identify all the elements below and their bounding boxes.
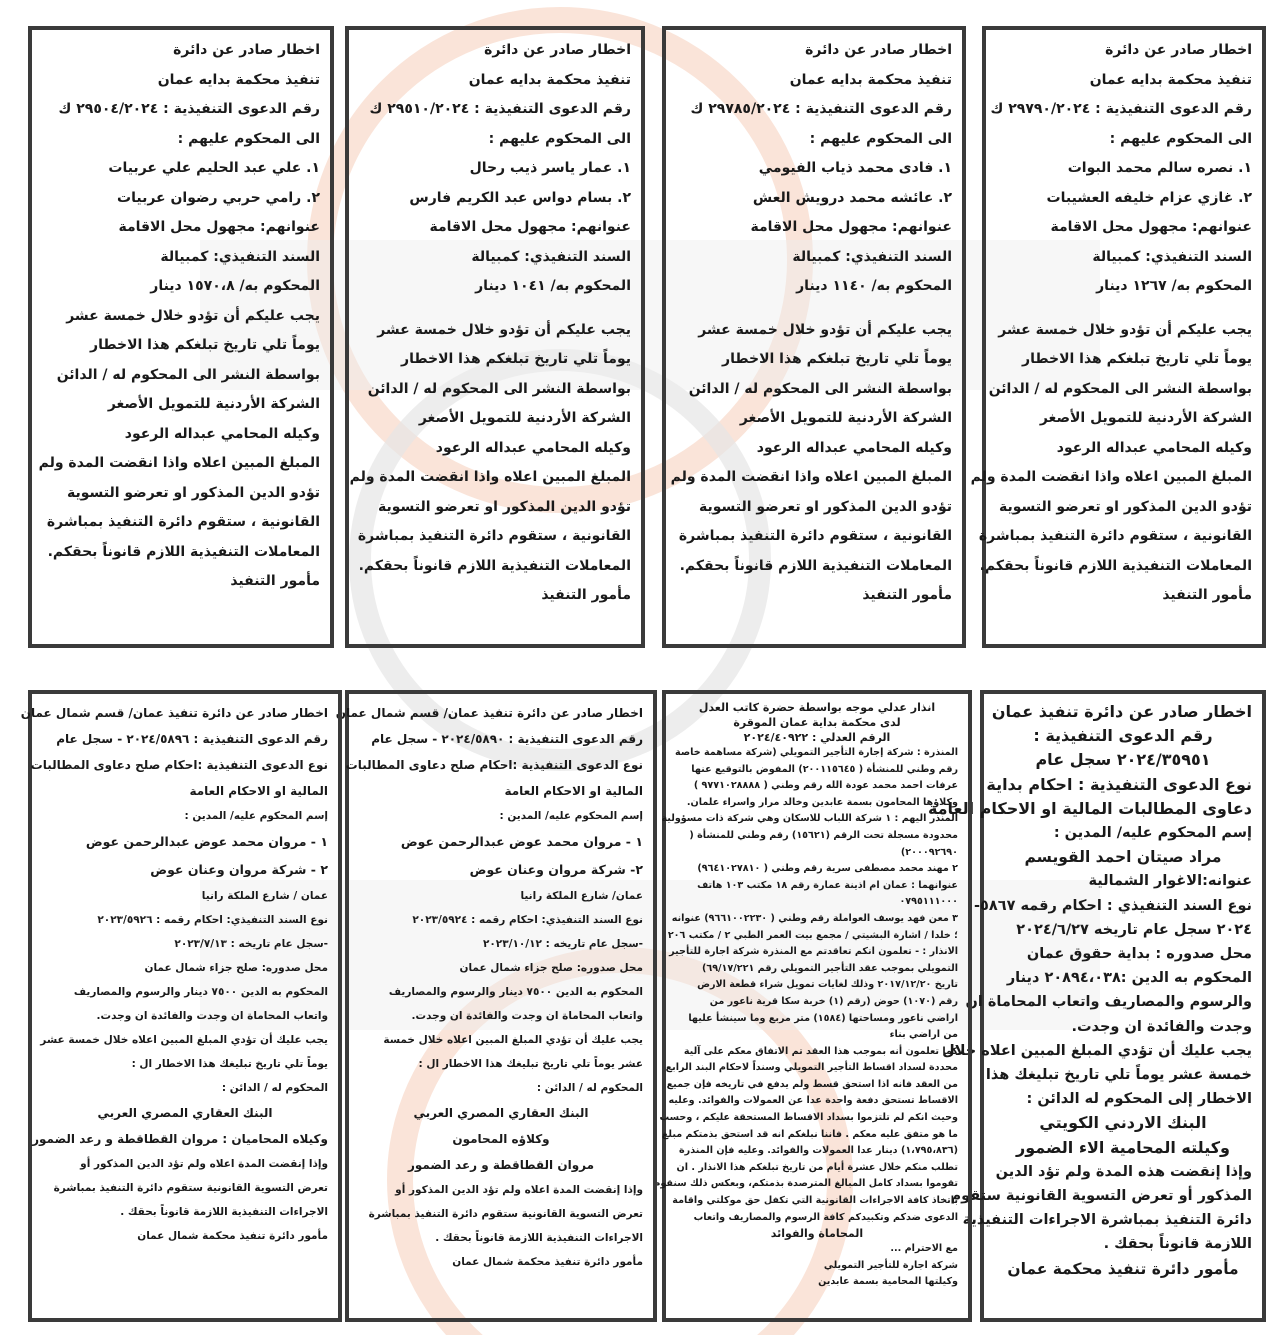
notice-line: وكيله المحامي عبداله الرعود (1056, 439, 1252, 456)
notice-line: محل صدوره: صلح جزاء شمال عمان (144, 962, 328, 974)
notice-line: ٢. عائشه محمد درويش العش (752, 189, 952, 206)
notice-line: الانذار : - تعلمون انكم تعاقدتم مع المنذرة شركة اجارة للتأجير (669, 946, 958, 958)
notice-line: ٢- شركة مروان وعنان عوض (469, 862, 643, 877)
notice-line: ما هو متفق عليه معكم . فاننا نبلغكم انه قد استحق بذمتكم مبلغ (661, 1128, 958, 1140)
notice-legal-warning-40922 (653, 690, 972, 1322)
notice-line: السند التنفيذي: كمبيالة (792, 248, 952, 265)
notice-line: عشر يوماً تلي تاريخ تبليغك هذا الاخطار ال : (418, 1058, 643, 1070)
notice-line: والرسوم والمصاريف واتعاب المحاماة ان (965, 994, 1252, 1011)
notice-execution-29785 (662, 26, 966, 648)
notice-line: ١. عمار ياسر ذيب رحال (469, 160, 631, 176)
notice-line: الشركة الأردنية للتمويل الأصغر (739, 410, 952, 426)
notice-line: عنوانهم: مجهول محل الاقامة (429, 219, 631, 235)
notice-line: إسم المحكوم عليه/ المدين : (184, 810, 328, 822)
notice-line: المحكوم له / الدائن : (536, 1082, 643, 1094)
notice-line: اخطار صادر عن دائرة (173, 42, 320, 58)
notice-line: وإذا إنقضت المدة اعلاه ولم تؤد الدين المذكور أو (80, 1158, 328, 1170)
notice-line: البنك العقاري المصري العربي (97, 1106, 273, 1120)
notice-line: بواسطة النشر الى المحكوم له / الدائن (367, 380, 631, 397)
notice-line: الشركة الأردنية للتمويل الأصغر (107, 396, 320, 412)
notice-line: ٢ - شركة مروان وعنان عوض (150, 862, 328, 877)
notice-line: دعاوى المطالبات المالية او الاحكام العامة (927, 798, 1252, 818)
notice-line: الشركة الأردنية للتمويل الأصغر (1039, 410, 1252, 426)
notice-line: ٢. رامي حربي رضوان عربيات (117, 189, 320, 206)
notice-line: الاقساط تستحق دفعة واحدة عدا عن العمولات والفوائد. وعليه (668, 1095, 958, 1107)
notice-line: الى المحكوم عليهم : (177, 130, 320, 147)
notice-line: المعاملات التنفيذية اللازم قانوناً بحقكم. (358, 557, 631, 574)
notice-line: خمسة عشر يوماً تلي تاريخ تبليغك هذا (985, 1067, 1252, 1084)
notice-line: دائرة التنفيذ بمباشرة الاجراءات التنفيذية (962, 1212, 1252, 1229)
notice-line: القانونية ، ستقوم دائرة التنفيذ بمباشرة (978, 528, 1252, 544)
notice-line: بواسطة النشر الى المحكوم له / الدائن (988, 380, 1252, 397)
notice-line: ؛ خلدا / اشارة البشيتي / مجمع بيت العمر الطبي ٢ / مكتب ٢٠٦ (667, 929, 958, 941)
notice-line: يجب عليك أن تؤدي المبلغ المبين اعلاه خلال خمسة عشر (40, 1034, 328, 1046)
notice-line: تاريخ ٢٠١٧/١٢/٢٠ وذلك لغايات تمويل شراء قطعة الارض (697, 979, 958, 991)
notice-line: المحاماة والفوائد (770, 1227, 864, 1241)
notice-line: تنفيذ محكمة بدايه عمان (789, 71, 952, 88)
notice-line: تعرض التسوية القانونية ستقوم دائرة التنفيذ بمباشرة (368, 1208, 643, 1220)
notice-line: ١ - مروان محمد عوض عبدالرحمن عوض (85, 834, 328, 849)
notice-line: تنفيذ محكمة بدايه عمان (157, 71, 320, 88)
notice-line: ٢. غازي عزام خليفه العشيبات (1046, 189, 1252, 206)
notice-line: اخطار صادر عن دائرة (484, 42, 631, 58)
notice-line: وكلاؤها المحامون بسمة عابدين وخالد مرار واسراء علمان. (686, 796, 958, 808)
notice-line: رقم الدعوى التنفيذية : ٢٩٧٩٠/٢٠٢٤ ك (990, 101, 1252, 117)
notice-line: ١ - مروان محمد عوض عبدالرحمن عوض (400, 834, 643, 849)
notice-line: شركة اجارة للتأجير التمويلي (823, 1259, 958, 1271)
notice-line: المحكوم به/ ١١٤٠ دينار (796, 278, 952, 294)
notice-line: تقوموا بسداد كامل المبالغ المترصدة بذمتكم، وبعكس ذلك سنقوم (653, 1178, 958, 1190)
notice-line: -سجل عام تاريخه : ٢٠٢٣/٧/١٣ (174, 938, 328, 950)
notice-line: رقم الدعوى التنفيذية : ٢٠٢٤/٥٨٩٠ - سجل عام (371, 732, 643, 746)
notice-line: ٢٠٢٤ سجل عام تاريخه ٢٠٢٤/٦/٢٧ (1016, 921, 1252, 938)
notice-line: ٠٧٩٥١١١٠٠٠ (899, 896, 958, 908)
notice-line: عنوانهم: مجهول محل الاقامة (118, 219, 320, 235)
notice-line: من اراضي بناء (889, 1029, 958, 1041)
notice-line: واتعاب المحاماة ان وجدت والفائدة ان وجدت. (411, 1010, 643, 1022)
notice-line: رقم الدعوى التنفيذية : ٢٩٥١٠/٢٠٢٤ ك (369, 101, 631, 117)
notice-line: عنوانهم: مجهول محل الاقامة (750, 219, 952, 235)
notice-line: عنوانه:الاغوار الشمالية (1088, 873, 1252, 890)
notice-line: وكيلتها المحامية بسمة عابدين (818, 1276, 958, 1288)
notice-line: المبلغ المبين اعلاه واذا انقضت المدة ولم (670, 469, 952, 485)
notice-line: مأمور التنفيذ (1162, 587, 1252, 603)
notice-line: بواسطة النشر الى المحكوم له / الدائن (688, 380, 952, 397)
notice-line: يجب عليكم أن تؤدو خلال خمسة عشر (998, 321, 1252, 338)
notice-line: (١،٧٩٥،٨٣٦) دينار عدا العمولات والفوائد. وعليه فإن المنذرة (679, 1145, 958, 1157)
notice-line: المحكوم به الدين :٢٠٨٩٤،٠٣٨ دينار (1006, 970, 1252, 987)
notice-line: مروان القطاقطة و رعد الضمور (407, 1158, 595, 1172)
notice-line: المبلغ المبين اعلاه واذا انقضت المدة ولم (349, 469, 631, 485)
notice-line: البنك الاردني الكويتي (1039, 1113, 1207, 1133)
notice-line: لدى محكمة بداية عمان الموقرة (733, 716, 901, 729)
notice-execution-29504 (28, 26, 334, 648)
notice-line: وكيله المحامي عبداله الرعود (435, 439, 631, 456)
notice-line: مأمور دائرة تنفيذ محكمة شمال عمان (137, 1230, 328, 1242)
notice-line: اخطار صادر عن دائرة تنفيذ عمان (991, 702, 1252, 721)
notice-line: القانونية ، ستقوم دائرة التنفيذ بمباشرة (357, 528, 631, 544)
notice-line: باتخاذ كافة الاجراءات القانونية التي تكفل حق موكلتي واقامة (672, 1195, 958, 1207)
notice-line: المنذر اليهم : ١ شركة اللباب للاسكان وهي شركة ذات مسؤولية (661, 813, 958, 825)
notice-line: المحكوم له / الدائن : (221, 1082, 328, 1094)
notice-line: عمان / شارع الملكة رانيا (201, 890, 328, 902)
notice-line: وكلاؤه المحامون (452, 1132, 550, 1146)
notice-line: وكيلته المحامية الاء الضمور (1016, 1137, 1230, 1157)
notice-line: تؤدو الدين المذكور او تعرضو التسوية (698, 498, 952, 515)
notice-line: المحكوم به/ ١٥٧٠،٨ دينار (150, 278, 320, 294)
notice-line: السند التنفيذي: كمبيالة (160, 248, 320, 265)
notice-line: يجب عليك أن تؤدي المبلغ المبين اعلاه خلال (942, 1042, 1252, 1059)
notice-line: تؤدو الدين المذكور او تعرضو التسوية (66, 484, 320, 501)
notice-line: محل صدوره : بداية حقوق عمان (1026, 946, 1252, 963)
notice-line: كما تعلمون أنه بموجب هذا العقد تم الاتفاق معكم على آلية (683, 1045, 958, 1057)
notice-line: يوماً تلي تاريخ تبليغك هذا الاخطار ال : (131, 1058, 328, 1070)
notice-line: مأمور دائرة تنفيذ محكمة شمال عمان (452, 1256, 643, 1268)
notice-line: المعاملات التنفيذية اللازم قانوناً بحقكم. (679, 557, 952, 574)
notice-line: اراضي ناعور ومساحتها (١٥٨٤) متر مربع وما سينشأ عليها (688, 1012, 958, 1024)
notice-line: رقم الدعوى التنفيذية : ٢٩٥٠٤/٢٠٢٤ ك (58, 101, 320, 117)
notice-line: عرفات احمد محمد عودة الله رقم وطني ( ٩٧٧١٠٢٨٨٨٨ ) (693, 780, 958, 792)
notice-line: تعرض التسوية القانونية ستقوم دائرة التنفيذ بمباشرة (53, 1182, 328, 1194)
notice-line: نوع السند التنفيذي : احكام رقمه ٥٨٦٧- (974, 897, 1252, 914)
notice-execution-29790 (970, 26, 1266, 648)
notice-line: وكيله المحامي عبداله الرعود (124, 425, 320, 442)
notice-line: اخطار صادر عن دائرة (1105, 42, 1252, 58)
notice-line: رقم وطني للمنشأة ( ٢٠٠١١٥٦٤٥) المفوض بالتوقيع عنها (691, 763, 958, 775)
notice-line: ٢. بسام دواس عبد الكريم فارس (409, 189, 631, 206)
notice-line: محدودة مسجلة تحت الرقم (١٥٦٢١) رقم وطني للمنشأة ( (689, 829, 958, 841)
notice-line: ٢ مهند محمد مصطفى سرية رقم وطني ( ٩٦٤١٠٢٧٨١٠) (697, 863, 958, 875)
notice-line: يوماً تلي تاريخ تبلغكم هذا الاخطار (401, 351, 631, 367)
notice-line: مأمور التنفيذ (541, 587, 631, 603)
notice-line: وكيله المحامي عبداله الرعود (756, 439, 952, 456)
notice-line: الى المحكوم عليهم : (809, 130, 952, 147)
notice-line: المبلغ المبين اعلاه واذا انقضت المدة ولم (38, 455, 320, 471)
notice-line: الى المحكوم عليهم : (1109, 130, 1252, 147)
notice-line: نوع الدعوى التنفيذية : احكام بداية (986, 774, 1252, 794)
notice-line: المحكوم به/ ١٠٤١ دينار (475, 278, 631, 294)
notice-line: ١. فادى محمد ذياب الفيومي (758, 160, 952, 176)
notice-line: تنفيذ محكمة بدايه عمان (1089, 71, 1252, 88)
notice-line: من العقد فانه اذا استحق قسط ولم يدفع في تاريخه فإن جميع (666, 1078, 958, 1090)
notice-line: ١. علي عبد الحليم علي عربيات (108, 160, 320, 176)
notice-line: عنوانهما : عمان ام اذينة عمارة رقم ١٨ مكتب ١٠٣ هاتف (697, 879, 958, 891)
notice-line: يوماً تلي تاريخ تبلغكم هذا الاخطار (722, 351, 952, 367)
notice-line: محددة لسداد اقساط التأجير التمويلي وسنداً لاحكام البند الرابع (665, 1062, 958, 1074)
notice-line: رقم الدعوى التنفيذية : (1033, 726, 1213, 746)
notice-line: نوع الدعوى التنفيذية :احكام صلح دعاوى المطالبات (30, 758, 328, 772)
notice-line: نوع الدعوى التنفيذية :احكام صلح دعاوى المطالبات (345, 758, 643, 772)
notice-line: إسم المحكوم عليه/ المدين : (499, 810, 643, 822)
notice-line: محل صدوره: صلح جزاء شمال عمان (459, 962, 643, 974)
notice-line: يجب عليكم أن تؤدو خلال خمسة عشر (377, 321, 631, 338)
notice-line: المنذرة : شركة إجارة التأجير التمويلي (شركة مساهمة خاصة (675, 747, 958, 758)
notice-line: اخطار صادر عن دائرة تنفيذ عمان/ قسم شمال عمان (335, 706, 643, 720)
notice-line: مأمور دائرة تنفيذ محكمة عمان (1007, 1259, 1239, 1278)
notice-line: عنوانهم: مجهول محل الاقامة (1050, 219, 1252, 235)
notice-line: المحكوم به/ ١٢٦٧ دينار (1096, 278, 1252, 294)
notice-line: يجب عليك أن تؤدي المبلغ المبين اعلاه خلال خمسة (383, 1034, 643, 1046)
notice-line: مراد صيتان احمد القويسم (1024, 848, 1222, 867)
notice-line: تنفيذ محكمة بدايه عمان (468, 71, 631, 88)
notice-line: الرقم العدلي : ٢٠٢٤/٤٠٩٢٢ (743, 731, 891, 744)
notice-line: المحكوم به الدين ٧٥٠٠ دينار والرسوم والمصاريف (388, 986, 643, 998)
notice-line: الاجراءات التنفيذية اللازمة قانوناً بحقك . (120, 1206, 328, 1218)
notice-line: وكيلاه المحاميان : مروان القطاقطة و رعد الضمور (32, 1132, 328, 1146)
notice-line: ٣ معن فهد يوسف العواملة رقم وطني ( ٩٦٦١٠٠٢٢٣٠) عنوانه (671, 912, 958, 924)
notice-line: نوع السند التنفيذي: احكام رقمه : ٢٠٢٣/٥٩٢٦ (97, 914, 328, 926)
notice-line: -سجل عام تاريخه : ٢٠٢٣/١٠/١٢ (482, 938, 643, 950)
notice-north-amman-5890 (335, 690, 657, 1322)
notice-line: يوماً تلي تاريخ تبلغكم هذا الاخطار (1022, 351, 1252, 367)
notice-line: تطلب منكم خلال عشرة أيام من تاريخ تبلغكم هذا الانذار . ان (676, 1161, 958, 1173)
notice-line: المعاملات التنفيذية اللازم قانوناً بحقكم. (979, 557, 1252, 574)
notice-line: ٢٠٠٠٩٢٦٩٠) (900, 846, 958, 858)
notice-line: الاخطار إلى المحكوم له الدائن : (1026, 1091, 1252, 1108)
notice-line: المالية او الاحكام العامة (504, 784, 643, 798)
notice-line: المالية او الاحكام العامة (189, 784, 328, 798)
notice-line: مأمور التنفيذ (862, 587, 952, 603)
notice-line: يوماً تلي تاريخ تبلغكم هذا الاخطار (90, 337, 320, 353)
notice-line: يجب عليكم أن تؤدو خلال خمسة عشر (698, 321, 952, 338)
notice-line: رقم الدعوى التنفيذية : ٢٩٧٨٥/٢٠٢٤ ك (690, 101, 952, 117)
notice-line: وحيث انكم لم تلتزموا بسداد الاقساط المستحقة عليكم ، وحسب (659, 1112, 958, 1124)
notice-line: واتعاب المحاماة ان وجدت والفائدة ان وجدت. (96, 1010, 328, 1022)
notice-line: السند التنفيذي: كمبيالة (471, 248, 631, 265)
notice-line: وجدت والفائدة ان وجدت. (1071, 1018, 1252, 1035)
notice-line: رقم (١٠٧٠) حوض (رقم (١) خربة سكا قرية ناعور من (709, 995, 958, 1007)
notice-line: وإذا إنقضت هذه المدة ولم تؤد الدين (995, 1163, 1252, 1180)
notice-line: اخطار صادر عن دائرة تنفيذ عمان/ قسم شمال عمان (20, 706, 328, 720)
notice-line: اخطار صادر عن دائرة (805, 42, 952, 58)
notice-line: ٢٠٢٤/٣٥٩٥١ سجل عام (1035, 750, 1211, 770)
notice-line: المحكوم به الدين ٧٥٠٠ دينار والرسوم والمصاريف (73, 986, 328, 998)
notice-line: ١. نصره سالم محمد البوات (1067, 160, 1252, 176)
notice-line: مأمور التنفيذ (230, 573, 320, 589)
notice-line: الى المحكوم عليهم : (488, 130, 631, 147)
notice-line: انذار عدلي موجه بواسطة حضرة كاتب العدل (698, 701, 936, 714)
notice-line: المعاملات التنفيذية اللازم قانوناً بحقكم. (47, 543, 320, 560)
notice-line: عمان/ شارع الملكة رانيا (520, 890, 643, 902)
notice-line: تؤدو الدين المذكور او تعرضو التسوية (998, 498, 1252, 515)
notice-line: بواسطة النشر الى المحكوم له / الدائن (56, 366, 320, 383)
notice-north-amman-5896 (20, 690, 342, 1322)
notice-line: الاجراءات التنفيذية اللازمة قانوناً بحقك . (435, 1232, 643, 1244)
notice-line: المذكور أو تعرض التسوية القانونية ستقوم (950, 1188, 1252, 1205)
notice-line: إسم المحكوم عليه/ المدين : (1053, 825, 1252, 842)
notice-line: نوع السند التنفيذي: احكام رقمه : ٢٠٢٣/٥٩٢٤ (412, 914, 643, 926)
notice-line: المبلغ المبين اعلاه واذا انقضت المدة ولم (970, 469, 1252, 485)
notice-execution-29510 (345, 26, 645, 648)
notice-line: رقم الدعوى التنفيذية : ٢٠٢٤/٥٨٩٦ - سجل عام (56, 732, 328, 746)
notice-line: تؤدو الدين المذكور او تعرضو التسوية (377, 498, 631, 515)
notice-line: التمويلي بموجب عقد التأجير التمويلي رقم ٦٩/١٧/٢٢١) (701, 962, 958, 974)
notice-line: القانونية ، ستقوم دائرة التنفيذ بمباشرة (678, 528, 952, 544)
notice-line: الدعوى ضدكم وتكبيدكم كافة الرسوم والمصاريف واتعاب (693, 1211, 958, 1223)
notice-line: وإذا إنقضت المدة اعلاه ولم تؤد الدين المذكور أو (395, 1184, 643, 1196)
notice-line: اللازمة قانوناً بحقك . (1103, 1236, 1252, 1253)
notice-line: السند التنفيذي: كمبيالة (1092, 248, 1252, 265)
notice-line: البنك العقاري المصري العربي (413, 1106, 589, 1120)
notice-line: الشركة الأردنية للتمويل الأصغر (418, 410, 631, 426)
notice-line: يجب عليكم أن تؤدو خلال خمسة عشر (66, 307, 320, 324)
notice-line: مع الاحترام ... (890, 1243, 958, 1255)
notice-line: القانونية ، ستقوم دائرة التنفيذ بمباشرة (46, 514, 320, 530)
